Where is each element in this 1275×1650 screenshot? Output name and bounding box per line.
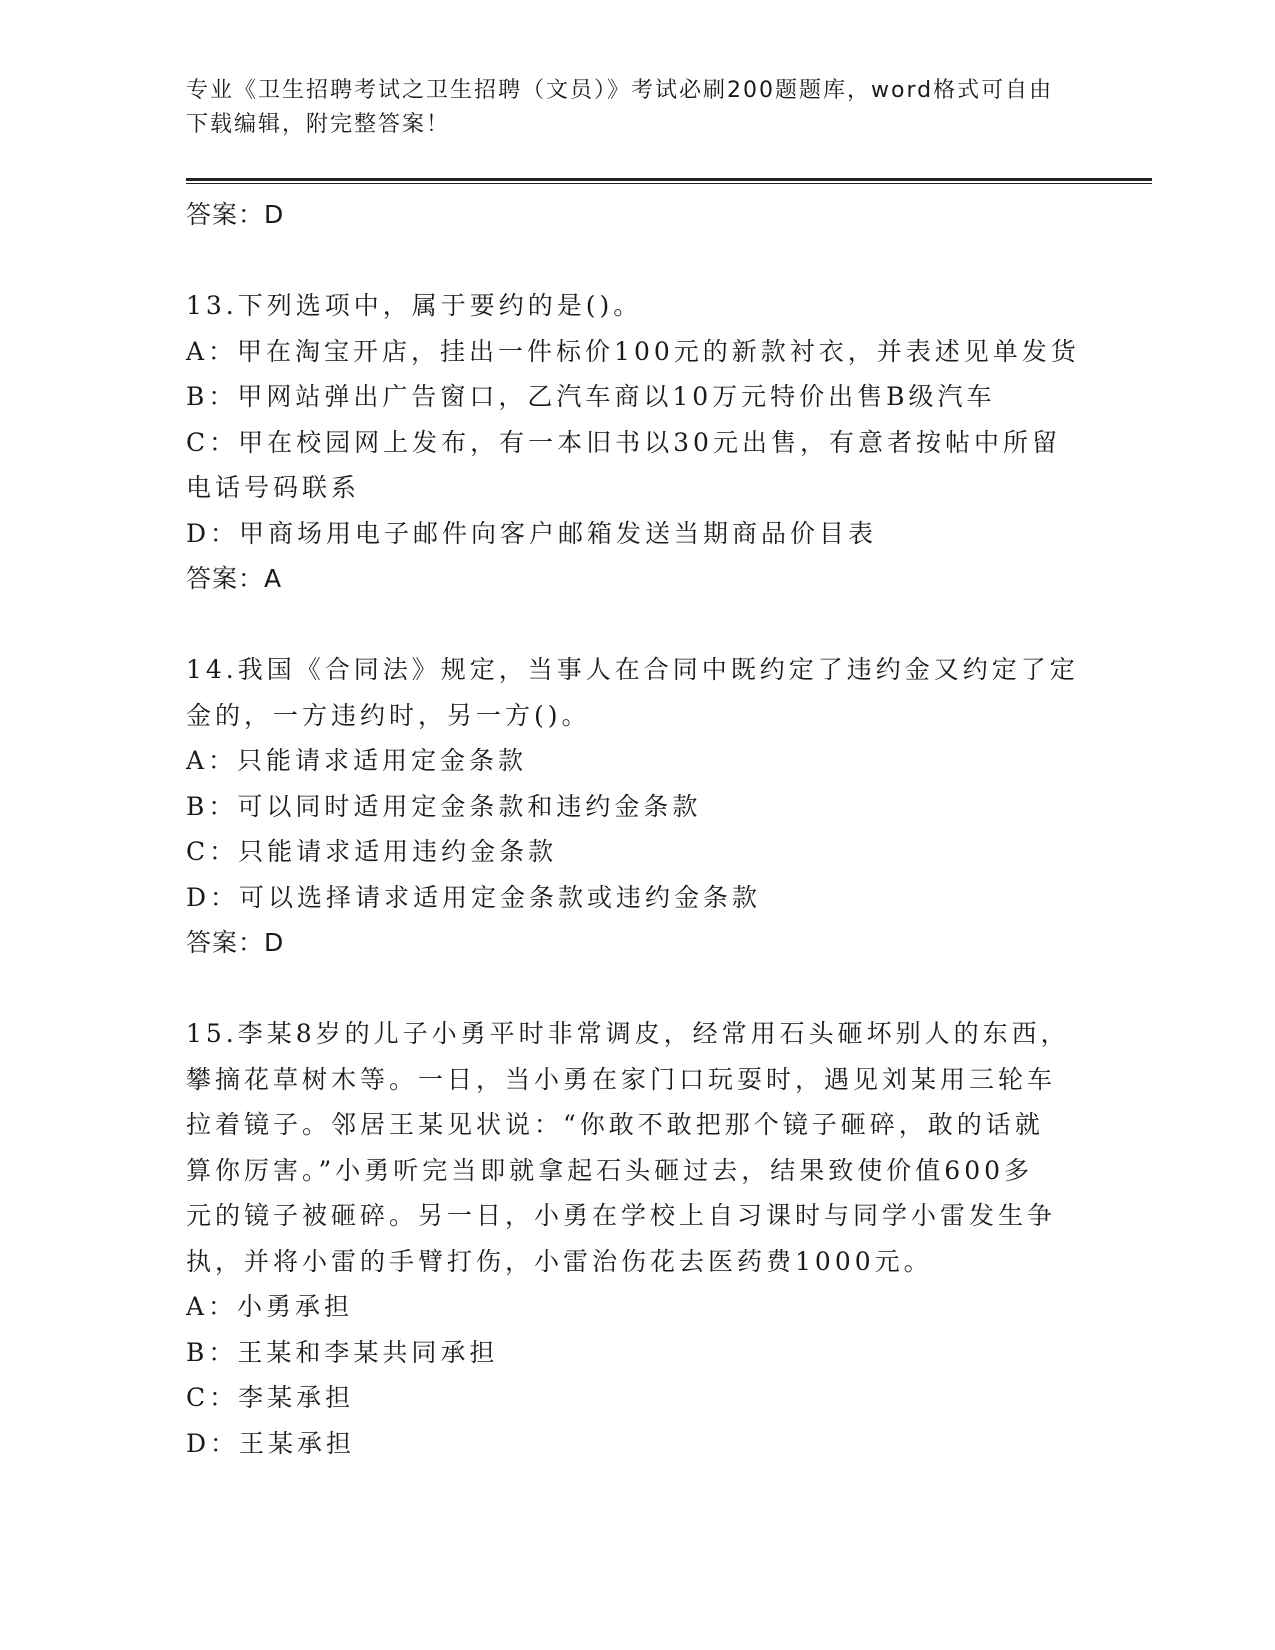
question-stem-continued: 算你厉害。”小勇听完当即就拿起石头砸过去，结果致使价值600多 <box>186 1155 1034 1185</box>
option-a: A：甲在淘宝开店，挂出一件标价100元的新款衬衣，并表述见单发货 <box>186 336 1080 366</box>
option-c-continued: 电话号码联系 <box>186 473 361 502</box>
answer-value: D <box>264 928 285 957</box>
page-header <box>186 74 1066 142</box>
question-stem-continued: 执，并将小雷的手臂打伤，小雷治伤花去医药费1000元。 <box>186 1246 933 1276</box>
question-13 <box>186 283 1086 601</box>
header-divider-thick <box>186 178 1152 181</box>
question-13-answer <box>186 556 1086 601</box>
question-14 <box>186 647 1086 965</box>
question-15 <box>186 1011 1086 1466</box>
answer-prefix: 答案： <box>186 200 265 229</box>
question-list <box>186 192 1086 1466</box>
option-b: B：王某和李某共同承担 <box>186 1337 499 1367</box>
question-14-answer <box>186 920 1086 965</box>
option-a: A：小勇承担 <box>186 1292 354 1321</box>
option-c: C：甲在校园网上发布，有一本旧书以30元出售，有意者按帖中所留 <box>186 427 1061 457</box>
question-stem-continued: 金的，一方违约时，另一方()。 <box>186 700 591 730</box>
question-stem-continued: 元的镜子被砸碎。另一日，小勇在学校上自习课时与同学小雷发生争 <box>186 1201 1057 1230</box>
header-text: 专业《卫生招聘考试之卫生招聘（文员）》考试必刷200题题库，word格式可自由下载编辑，附完整答案！ <box>186 78 1054 137</box>
question-stem-continued: 拉着镜子。邻居王某见状说：“你敢不敢把那个镜子砸碎，敢的话就 <box>186 1110 1044 1139</box>
spacer <box>186 601 1086 647</box>
option-c: C：李某承担 <box>186 1383 355 1412</box>
option-b: B：可以同时适用定金条款和违约金条款 <box>186 791 702 821</box>
option-d: D：可以选择请求适用定金条款或违约金条款 <box>186 882 762 912</box>
question-stem-continued: 攀摘花草树木等。一日，当小勇在家门口玩耍时，遇见刘某用三轮车 <box>186 1064 1057 1094</box>
spacer <box>186 237 1086 283</box>
answer-value: D <box>264 200 285 229</box>
answer-prefix: 答案： <box>186 928 265 957</box>
answer-value: A <box>264 564 283 593</box>
option-d: D：王某承担 <box>186 1428 356 1458</box>
option-a: A：只能请求适用定金条款 <box>186 746 528 775</box>
option-c: C：只能请求适用违约金条款 <box>186 837 558 866</box>
header-divider-thin <box>186 183 1152 184</box>
question-stem: 13.下列选项中，属于要约的是()。 <box>186 291 643 320</box>
spacer <box>186 965 1086 1011</box>
question-stem: 15.李某8岁的儿子小勇平时非常调皮，经常用石头砸坏别人的东西， <box>186 1019 1070 1048</box>
previous-answer <box>186 192 1086 237</box>
option-b: B：甲网站弹出广告窗口，乙汽车商以10万元特价出售B级汽车 <box>186 382 996 411</box>
question-stem: 14.我国《合同法》规定，当事人在合同中既约定了违约金又约定了定 <box>186 655 1079 684</box>
answer-prefix: 答案： <box>186 564 265 593</box>
option-d: D：甲商场用电子邮件向客户邮箱发送当期商品价目表 <box>186 518 878 548</box>
